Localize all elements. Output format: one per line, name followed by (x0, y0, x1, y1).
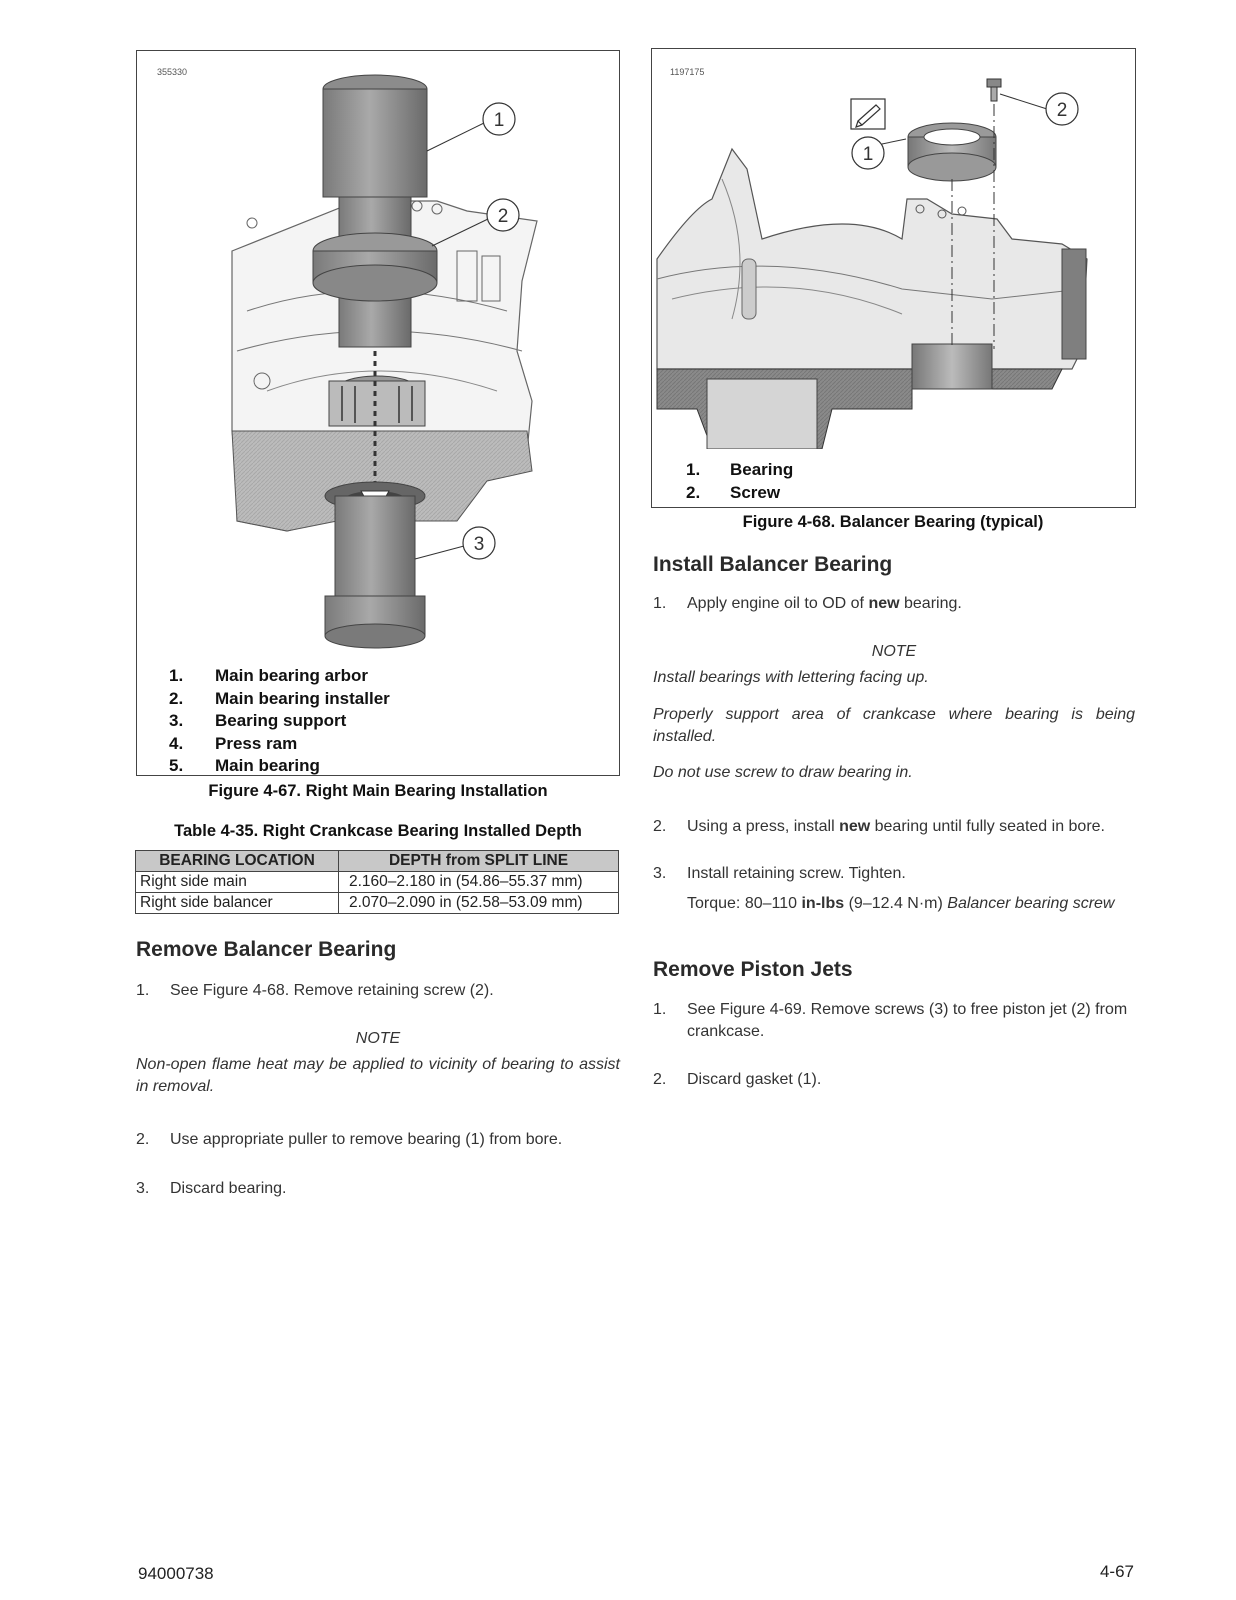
legend-item: 3. Bearing support (169, 711, 347, 730)
note-text: Properly support area of crankcase where bearing is being installed. (653, 706, 1135, 745)
legend-item: 1. Main bearing arbor (169, 666, 369, 685)
step-item (653, 593, 1135, 615)
column-header: DEPTH from SPLIT LINE (339, 851, 619, 872)
step-item (136, 1129, 620, 1151)
figure-4-68 (651, 48, 1136, 508)
step-text: See Figure 4-68. Remove retaining screw (2). (170, 982, 494, 999)
step-item (136, 980, 620, 1002)
step-text: Use appropriate puller to remove bearing (1) from bore. (170, 1131, 563, 1148)
legend-item: 1. Bearing (686, 460, 794, 479)
figure-4-67-legend (169, 665, 390, 778)
table-cell: 2.070–2.090 in (52.58–53.09 mm) (339, 893, 619, 914)
legend-item: 5. Main bearing (169, 756, 320, 775)
note-text: Non-open flame heat may be applied to vicinity of bearing to assist in removal. (136, 1056, 620, 1095)
legend-item: 2. Main bearing installer (169, 688, 390, 708)
note-text: Do not use screw to draw bearing in. (653, 764, 913, 781)
step-number: 1. (653, 1001, 667, 1018)
page-number: 4-67 (1099, 1562, 1134, 1581)
step-number: 2. (653, 818, 667, 835)
step-text: Using a press, install new bearing until fully seated in bore. (687, 818, 1105, 835)
figure-4-68-legend (686, 459, 793, 504)
step-text: Discard gasket (1). (687, 1071, 822, 1088)
section-heading-install-balancer-bearing: Install Balancer Bearing (653, 553, 893, 576)
callout-1-label: 1 (862, 144, 874, 165)
note-heading: NOTE (355, 1030, 401, 1047)
torque-spec: Torque: 80–110 in-lbs (9–12.4 N·m) Balancer bearing screw (687, 895, 1115, 912)
balancer-bearing-illustration (652, 49, 1135, 449)
step-item (653, 863, 1135, 885)
step-item (653, 1069, 1135, 1091)
table-row (136, 872, 619, 893)
figure-4-68-caption: Figure 4-68. Balancer Bearing (typical) (742, 513, 1044, 531)
main-bearing-installation-illustration (137, 51, 619, 651)
section-heading-remove-piston-jets: Remove Piston Jets (653, 958, 853, 981)
step-number: 1. (653, 595, 667, 612)
document-number: 94000738 (138, 1564, 214, 1583)
table-cell: Right side main (136, 872, 339, 893)
step-item (136, 1178, 620, 1200)
callout-2-label: 2 (497, 206, 509, 227)
figure-4-67 (136, 50, 620, 776)
section-heading-remove-balancer-bearing: Remove Balancer Bearing (136, 938, 397, 961)
column-header: BEARING LOCATION (136, 851, 339, 872)
table-4-35-title: Table 4-35. Right Crankcase Bearing Installed Depth (174, 822, 582, 840)
step-number: 3. (653, 865, 667, 882)
figure-id: 1197175 (670, 67, 705, 77)
table-header-row (136, 851, 619, 872)
callout-1-label: 1 (493, 110, 505, 131)
step-text: Apply engine oil to OD of new bearing. (687, 595, 962, 612)
bearing-depth-table (135, 850, 619, 914)
step-text: See Figure 4-69. Remove screws (3) to free piston jet (2) from crankcase. (687, 1001, 1128, 1040)
step-number: 3. (136, 1180, 150, 1197)
callout-2-label: 2 (1056, 100, 1068, 121)
figure-4-67-caption: Figure 4-67. Right Main Bearing Installation (208, 782, 548, 800)
note-heading: NOTE (871, 643, 917, 660)
callout-3-label: 3 (473, 534, 485, 555)
step-text: Install retaining screw. Tighten. (687, 865, 906, 882)
step-item (653, 816, 1135, 838)
table-cell: Right side balancer (136, 893, 339, 914)
table-row (136, 893, 619, 914)
step-item (653, 999, 1135, 1043)
step-number: 1. (136, 982, 150, 999)
step-number: 2. (653, 1071, 667, 1088)
table-cell: 2.160–2.180 in (54.86–55.37 mm) (339, 872, 619, 893)
step-text: Discard bearing. (170, 1180, 287, 1197)
legend-item: 2. Screw (686, 482, 781, 502)
note-text: Install bearings with lettering facing up. (653, 669, 929, 686)
legend-item: 4. Press ram (169, 733, 298, 753)
figure-id: 355330 (157, 67, 188, 77)
step-number: 2. (136, 1131, 150, 1148)
